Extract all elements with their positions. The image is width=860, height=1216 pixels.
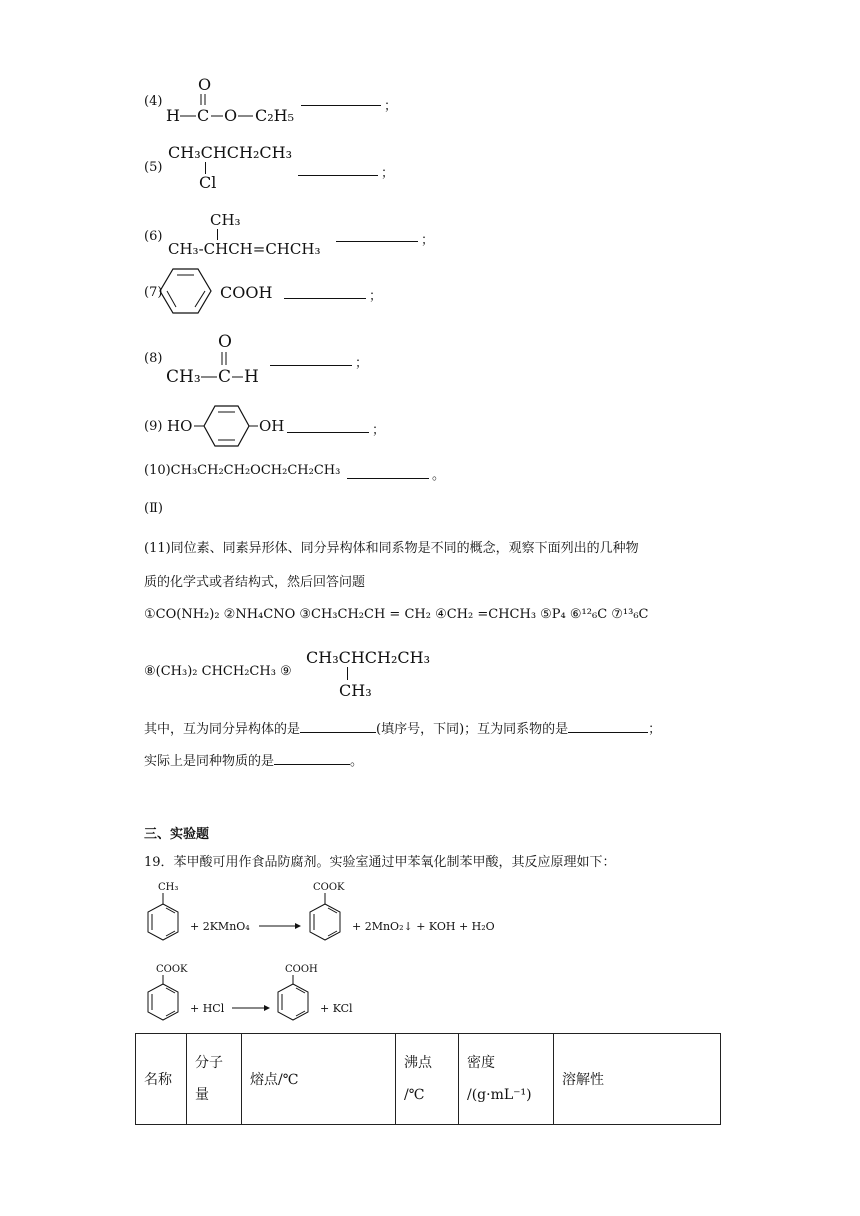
svg-text:+ HCl: + HCl <box>190 1002 225 1015</box>
q8-end: ； <box>355 356 369 371</box>
q6-bond <box>217 229 218 240</box>
svg-text:COOK: COOK <box>156 964 188 975</box>
q19-intro: 19．苯甲酸可用作食品防腐剂。实验室通过甲苯氧化制苯甲酸，其反应原理如下： <box>144 855 616 870</box>
svg-text:COOH: COOH <box>285 964 318 975</box>
q8-answer-blank[interactable] <box>270 364 352 366</box>
q11-items-line2: ⑧(CH₃)₂ CHCH₂CH₃ ⑨ <box>144 664 292 679</box>
q8-structure <box>163 330 273 388</box>
q11-struct9-bond <box>347 667 348 680</box>
svg-text:O: O <box>224 106 238 125</box>
q10-end: 。 <box>432 468 446 483</box>
svg-text:C: C <box>197 106 210 125</box>
reaction-one <box>130 876 550 956</box>
svg-text:C: C <box>218 367 232 387</box>
q6-answer-blank[interactable] <box>336 240 418 242</box>
svg-text:CH₃: CH₃ <box>158 882 179 893</box>
svg-text:CH₃: CH₃ <box>166 367 201 387</box>
svg-text:O: O <box>218 332 232 352</box>
part-two-label: (Ⅱ) <box>144 501 163 516</box>
q11-struct9-methyl: CH₃ <box>339 681 372 700</box>
svg-text:C₂H₅: C₂H₅ <box>255 106 295 125</box>
q6-top-group: CH₃ <box>210 211 241 229</box>
header-name: 名称 <box>136 1034 187 1125</box>
q10-answer-blank[interactable] <box>347 477 429 479</box>
q5-number: (5) <box>144 160 163 175</box>
reaction-two <box>130 958 550 1032</box>
q11-answer-line1: 其中，互为同分异构体的是 (填序号，下同)；互为同系物的是 ； <box>144 722 662 737</box>
header-melting-point: 熔点/℃ <box>242 1034 396 1125</box>
q11-items-line1: ①CO(NH₂)₂ ②NH₄CNO ③CH₃CH₂CH = CH₂ ④CH₂ =CHCH₃ ⑤P₄ ⑥¹²₆C ⑦¹³₆C <box>144 607 649 622</box>
q6-number: (6) <box>144 229 163 244</box>
q11-struct9-chain: CH₃CHCH₂CH₃ <box>306 648 431 667</box>
q4-number: (4) <box>144 94 163 109</box>
section-three-heading: 三、实验题 <box>144 827 210 842</box>
q9-number: (9) <box>144 419 163 434</box>
q11-answer-line2: 实际上是同种物质的是 。 <box>144 754 364 769</box>
q4-end: ； <box>384 99 398 114</box>
q7-answer-blank[interactable] <box>284 297 366 299</box>
q7-group: COOH <box>220 283 273 302</box>
svg-text:H: H <box>166 106 180 125</box>
q9-left-group: HO <box>167 417 193 435</box>
q6-end: ； <box>421 233 435 248</box>
svg-text:O: O <box>198 75 212 94</box>
q7-benzene-ring <box>157 266 217 316</box>
q5-answer-blank[interactable] <box>298 174 378 176</box>
svg-text:H: H <box>244 367 259 387</box>
isomer-answer-blank[interactable] <box>300 731 376 733</box>
q7-end: ； <box>369 289 383 304</box>
q10-formula: (10)CH₃CH₂CH₂OCH₂CH₂CH₃ <box>144 463 341 478</box>
q5-substituent: Cl <box>199 173 217 192</box>
q4-answer-blank[interactable] <box>301 104 381 106</box>
table-header-row <box>136 1034 721 1125</box>
q11-line1: (11)同位素、同素异形体、同分异构体和同系物是不同的概念，观察下面列出的几种物 <box>144 541 639 556</box>
q7-number: (7) <box>144 285 163 300</box>
q5-formula: CH₃CHCH₂CH₃ <box>168 143 293 162</box>
q9-answer-blank[interactable] <box>287 431 369 433</box>
q11-line2: 质的化学式或者结构式，然后回答问题 <box>144 575 366 590</box>
properties-table <box>135 1033 721 1125</box>
q4-structure <box>160 72 310 128</box>
q9-right-group: OH <box>259 417 285 435</box>
same-substance-answer-blank[interactable] <box>274 763 350 765</box>
header-molecular-weight: 分子 量 <box>187 1034 242 1125</box>
homolog-answer-blank[interactable] <box>568 731 648 733</box>
header-density: 密度 /(g·mL⁻¹) <box>459 1034 554 1125</box>
header-solubility: 溶解性 <box>554 1034 721 1125</box>
q8-number: (8) <box>144 351 163 366</box>
q9-end: ； <box>372 423 386 438</box>
q9-benzene-ring <box>194 404 260 448</box>
svg-text:+ 2KMnO₄: + 2KMnO₄ <box>190 920 250 933</box>
q5-end: ； <box>381 166 395 181</box>
svg-text:+ 2MnO₂↓ + KOH + H₂O: + 2MnO₂↓ + KOH + H₂O <box>352 920 495 933</box>
header-boiling-point: 沸点 /℃ <box>396 1034 459 1125</box>
svg-text:COOK: COOK <box>313 882 345 893</box>
q6-formula: CH₃-CHCH=CHCH₃ <box>168 240 321 258</box>
svg-text:+ KCl: + KCl <box>320 1002 353 1015</box>
